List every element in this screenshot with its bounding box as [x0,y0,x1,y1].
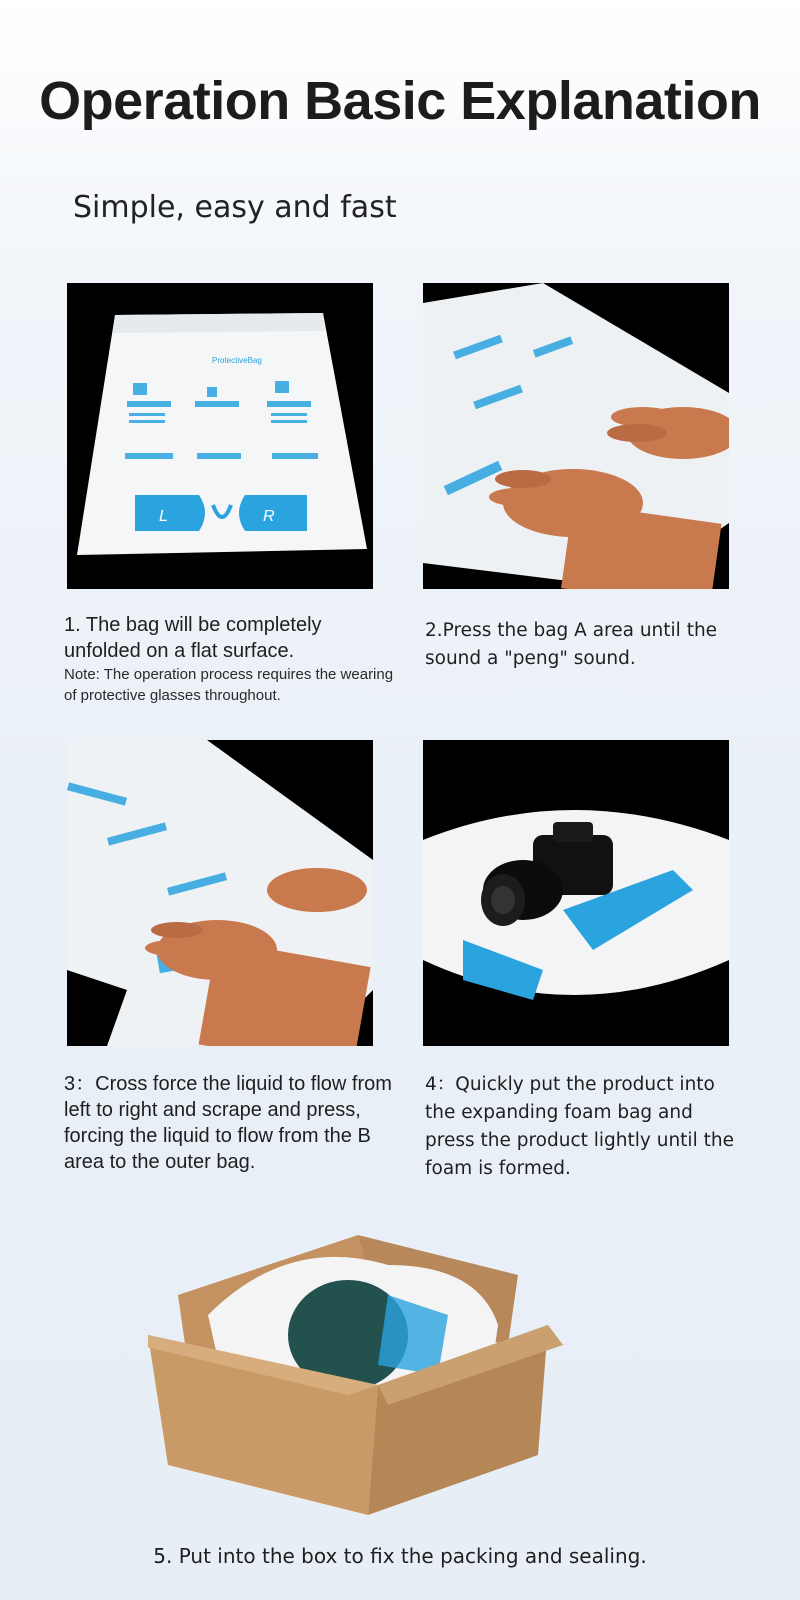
step-2-photo [423,283,729,589]
step-1-note: Note: The operation process requires the wearing of protective glasses throughout. [64,666,394,704]
step-2-caption: 2.Press the bag A area until the sound a "peng" sound. [425,620,718,669]
bag-left-mark: L [159,508,168,525]
page-title: Operation Basic Explanation [39,71,761,131]
step-1-text: 1. The bag will be completely unfolded on a flat surface. [64,614,322,662]
step-5-caption: 5. Put into the box to fix the packing and sealing. [153,1544,647,1568]
step-4-caption: 4：Quickly put the product into the expanding foam bag and press the product lightly until the foam is formed. [425,1074,734,1179]
step-3-photo [67,740,373,1046]
step-4-photo [423,740,729,1046]
bag-right-mark: R [263,508,275,525]
step-1-caption [64,612,394,706]
page-subtitle: Simple, easy and fast [73,190,397,225]
step-1-photo [67,283,373,589]
step-3-caption: 3：Cross force the liquid to flow from left to right and scrape and press, forcing the liquid to flow from the B area to the outer bag. [64,1073,392,1173]
bag-brand-print: ProtectiveBag [212,356,262,365]
step-5-photo [148,1195,568,1530]
